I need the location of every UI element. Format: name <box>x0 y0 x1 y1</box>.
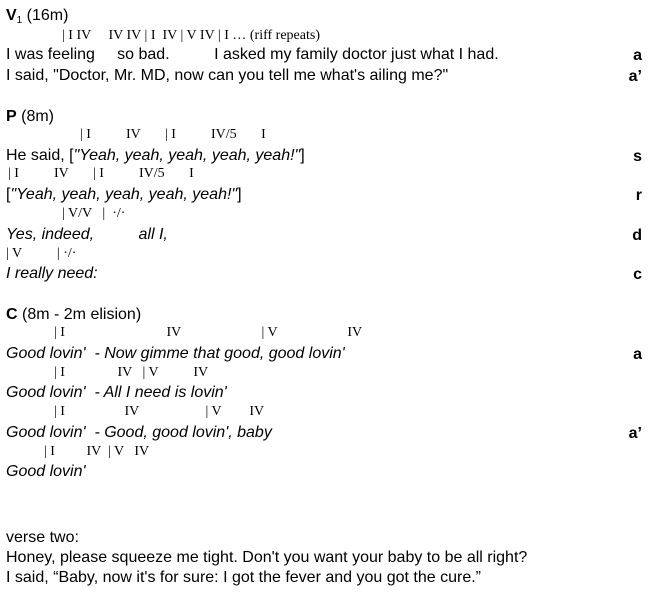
verse-heading <box>6 8 68 26</box>
prechorus-chords-2: | I IV | I IV/5 I <box>8 166 194 181</box>
prechorus-lyric-2-quote: "Yeah, yeah, yeah, yeah, yeah!" <box>10 186 238 203</box>
chorus-form-letter-1: a <box>633 346 642 363</box>
prechorus-lyric-2-suffix: ] <box>237 186 242 203</box>
prechorus-label: P <box>6 108 17 125</box>
chorus-form-letter-3: a’ <box>628 425 642 442</box>
chorus-chords-1: | I IV | V IV <box>54 325 363 340</box>
prechorus-form-letter-3: d <box>632 227 642 244</box>
chorus-chords-4: | I IV | V IV <box>44 444 150 459</box>
chorus-lyric-2: Good lovin' - All I need is lovin' <box>6 384 227 401</box>
chorus-lyric-1: Good lovin' - Now gimme that good, good lovin' <box>6 345 345 362</box>
chorus-length: (8m - 2m elision) <box>17 306 142 323</box>
prechorus-length: (8m) <box>16 108 54 125</box>
verse-form-letter-1: a <box>633 47 642 64</box>
prechorus-form-letter-2: r <box>635 187 642 204</box>
prechorus-chords-1: | I IV | I IV/5 I <box>80 127 266 142</box>
prechorus-form-letter-1: s <box>633 148 642 165</box>
verse-two-lyric-2: I said, “Baby, now it's for sure: I got the fever and you got the cure.” <box>6 569 481 586</box>
chorus-chords-3: | I IV | V IV <box>54 404 265 419</box>
verse-two-lyric-1: Honey, please squeeze me tight. Don't you want your baby to be all right? <box>6 549 528 566</box>
verse-chords: | I IV IV IV | I IV | V IV | I … (riff repeats) <box>62 28 320 43</box>
verse-lyric-1: I was feeling so bad. I asked my family doctor just what I had. <box>6 46 499 63</box>
verse-two-label: verse two: <box>6 529 79 546</box>
prechorus-heading <box>6 109 54 125</box>
chorus-lyric-4: Good lovin' <box>6 463 86 480</box>
prechorus-chords-4: | V | ·/· <box>6 246 77 261</box>
verse-length: (16m) <box>22 7 69 24</box>
verse-label: V <box>6 7 17 24</box>
prechorus-lyric-4: I really need: <box>6 265 98 282</box>
chorus-chords-2: | I IV | V IV <box>54 365 209 380</box>
verse-form-letter-2: a’ <box>628 68 642 85</box>
prechorus-lyric-3: Yes, indeed, all I, <box>6 226 168 243</box>
chorus-heading <box>6 307 141 323</box>
prechorus-lyric-1-quote: "Yeah, yeah, yeah, yeah, yeah!" <box>73 147 301 164</box>
prechorus-lyric-2 <box>6 187 242 203</box>
prechorus-chords-3: | V/V | ·/· <box>62 206 126 221</box>
prechorus-lyric-1-prefix: He said, [ <box>6 147 74 164</box>
prechorus-form-letter-4: c <box>633 266 642 283</box>
verse-lyric-2: I said, "Doctor, Mr. MD, now can you tell me what's ailing me?" <box>6 67 449 84</box>
prechorus-lyric-1 <box>6 148 305 164</box>
prechorus-lyric-2-prefix: [ <box>6 186 11 203</box>
chorus-label: C <box>6 306 18 323</box>
prechorus-lyric-1-suffix: ] <box>300 147 305 164</box>
chorus-lyric-3: Good lovin' - Good, good lovin', baby <box>6 424 272 441</box>
verse-subscript: 1 <box>16 15 23 26</box>
